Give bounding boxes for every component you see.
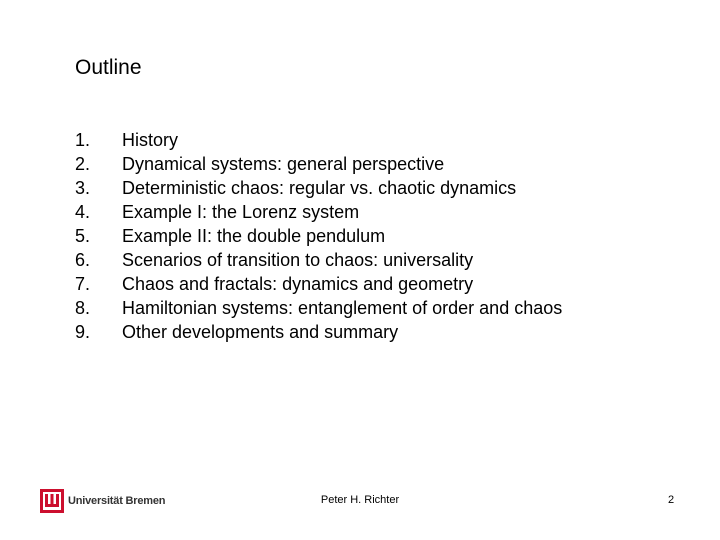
outline-item: [75, 128, 562, 152]
outline-item: [75, 273, 562, 297]
outline-item-text: Deterministic chaos: regular vs. chaotic dynamics: [122, 177, 517, 198]
outline-item: [75, 152, 562, 176]
outline-item-number: 5.: [75, 225, 91, 246]
outline-item-text: Example II: the double pendulum: [122, 225, 386, 246]
outline-item: [75, 224, 562, 248]
footer-author: Peter H. Richter: [320, 494, 400, 506]
outline-item-text: Dynamical systems: general perspective: [122, 153, 445, 174]
outline-item: [75, 176, 562, 200]
outline-item-text: Example I: the Lorenz system: [122, 201, 360, 222]
outline-item: [75, 248, 562, 272]
slide-title: Outline: [75, 56, 142, 79]
outline-item: [75, 321, 562, 345]
outline-item-number: 7.: [75, 274, 91, 295]
outline-item-text: History: [122, 129, 179, 150]
outline-item-number: 8.: [75, 298, 91, 319]
outline-item: [75, 200, 562, 224]
outline-item-text: Other developments and summary: [122, 322, 399, 343]
outline-item-number: 2.: [75, 153, 91, 174]
outline-item-number: 4.: [75, 201, 91, 222]
logo-text: Universität Bremen: [68, 495, 166, 507]
outline-list: [75, 128, 562, 345]
outline-item: [75, 297, 562, 321]
outline-item-number: 3.: [75, 177, 91, 198]
outline-item-number: 1.: [75, 129, 91, 150]
outline-item-number: 9.: [75, 322, 91, 343]
outline-item-text: Chaos and fractals: dynamics and geometry: [122, 274, 474, 295]
outline-item-number: 6.: [75, 250, 91, 271]
outline-item-text: Scenarios of transition to chaos: universality: [122, 250, 474, 271]
page-number: 2: [668, 494, 675, 506]
outline-item-text: Hamiltonian systems: entanglement of order and chaos: [122, 298, 563, 319]
